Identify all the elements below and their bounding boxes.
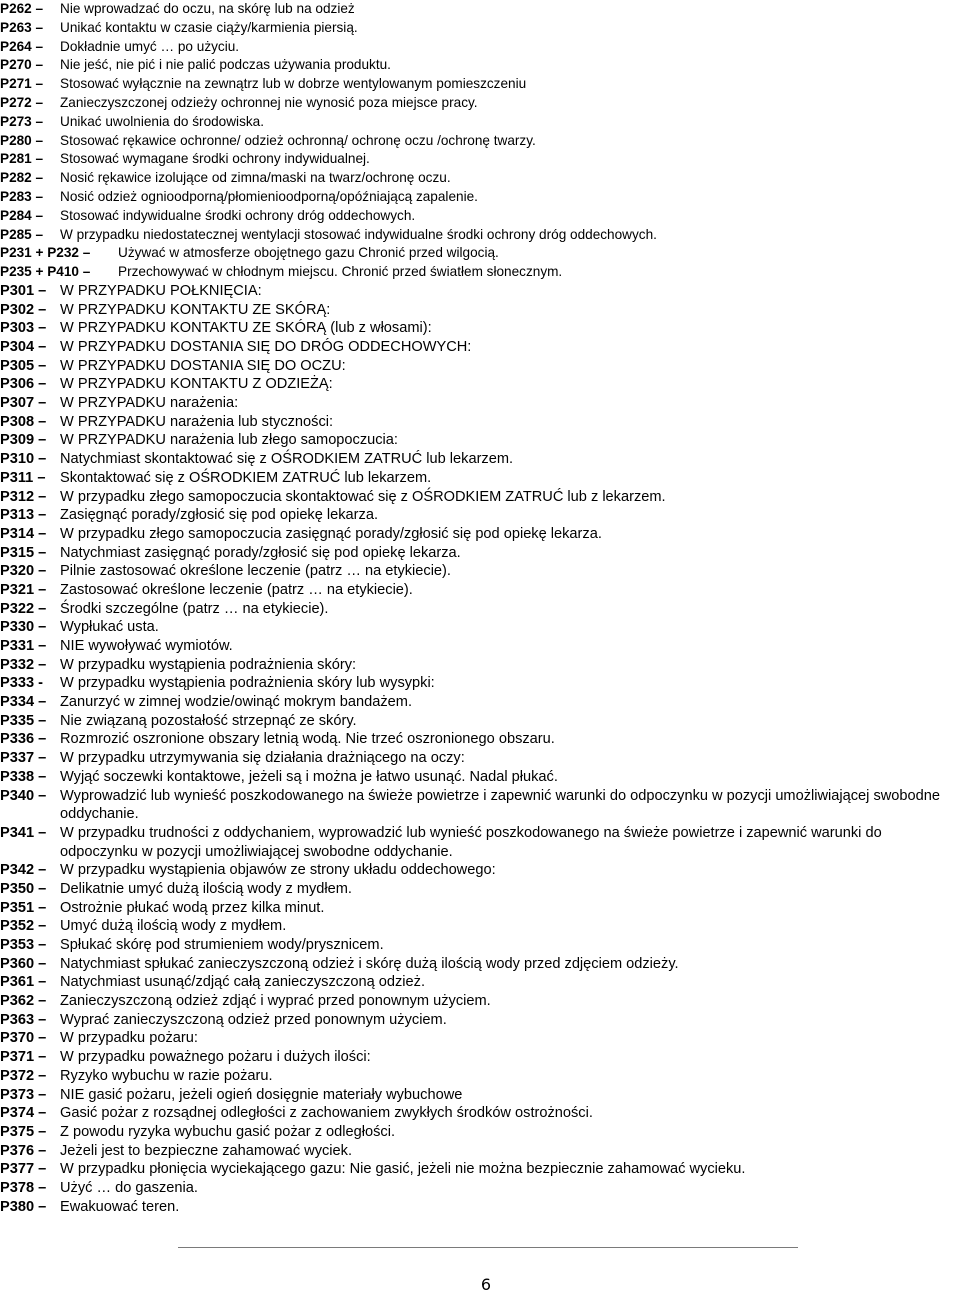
statement-row [0, 19, 960, 38]
statement-code: P332 – [0, 656, 47, 673]
statement-text: Używać w atmosferze obojętnego gazu Chronić przed wilgocią. [118, 245, 499, 261]
statement-code: P372 – [0, 1067, 47, 1084]
statement-text: Natychmiast skontaktować się z OŚRODKIEM ZATRUĆ lub lekarzem. [60, 451, 514, 468]
statement-row [0, 712, 960, 731]
statement-row [0, 674, 960, 693]
statement-code: P374 – [0, 1105, 47, 1122]
statement-row [0, 730, 960, 749]
statement-code: P301 – [0, 282, 47, 299]
statement-code: P335 – [0, 712, 47, 729]
statement-row [0, 1160, 960, 1179]
statement-row [0, 562, 960, 581]
statement-row [0, 207, 960, 226]
statement-text: Zastosować określone leczenie (patrz … na etykiecie). [60, 581, 413, 598]
statement-text: Wyjąć soczewki kontaktowe, jeżeli są i można je łatwo usunąć. Nadal płukać. [60, 768, 558, 785]
statement-code: P375 – [0, 1123, 47, 1140]
statement-text: W przypadku trudności z oddychaniem, wyprowadzić lub wynieść poszkodowanego na świeże powietrze i zapewnić warunki do odpoczynku w pozycji umożliwiającej swobodne oddychanie. [60, 824, 882, 860]
statement-row [0, 693, 960, 712]
statement-row [0, 413, 960, 432]
statement-text: Środki szczególne (patrz … na etykiecie). [60, 600, 329, 617]
statement-text: Ostrożnie płukać wodą przez kilka minut. [60, 899, 325, 916]
statement-row [0, 56, 960, 75]
statement-row [0, 861, 960, 880]
statement-text: Spłukać skórę pod strumieniem wody/prysznicem. [60, 937, 384, 954]
statement-text: Nosić odzież ognioodporną/płomienioodporną/opóźniającą zapalenie. [60, 188, 478, 204]
statement-code: P285 – [0, 226, 44, 242]
statement-row [0, 431, 960, 450]
statement-code: P281 – [0, 151, 44, 167]
statement-code: P363 – [0, 1011, 47, 1028]
statement-text: W przypadku utrzymywania się działania drażniącego na oczy: [60, 750, 465, 767]
statement-code: P378 – [0, 1179, 47, 1196]
statement-text: Stosować wymagane środki ochrony indywidualnej. [60, 151, 370, 167]
statement-code: P331 – [0, 638, 47, 655]
statement-row [0, 1086, 960, 1105]
statement-row [0, 319, 960, 338]
statement-text: Nie jeść, nie pić i nie palić podczas używania produktu. [60, 57, 391, 73]
statement-text: Umyć dużą ilością wody z mydłem. [60, 918, 287, 935]
statement-code: P334 – [0, 694, 47, 711]
statement-row [0, 618, 960, 637]
statement-code: P313 – [0, 507, 47, 524]
statement-code: P342 – [0, 862, 47, 879]
statement-row [0, 1011, 960, 1030]
statement-text: Nie związaną pozostałość strzepnąć ze skóry. [60, 712, 357, 729]
statement-row [0, 768, 960, 787]
statement-code: P380 – [0, 1198, 47, 1215]
statement-code: P351 – [0, 899, 47, 916]
statement-code: P262 – [0, 1, 44, 16]
statement-text: Unikać kontaktu w czasie ciąży/karmienia piersią. [60, 19, 358, 35]
statement-text: Wyprowadzić lub wynieść poszkodowanego na świeże powietrze i zapewnić warunki do odpoczynku w pozycji umożliwiającej swobodne oddychanie. [60, 787, 940, 823]
statement-row [0, 1048, 960, 1067]
statement-code: P337 – [0, 750, 47, 767]
statement-code: P271 – [0, 76, 44, 92]
statement-row [0, 749, 960, 768]
statement-code: P304 – [0, 339, 47, 356]
statement-code: P312 – [0, 488, 47, 505]
statement-text: W przypadku wystąpienia podrażnienia skóry lub wysypki: [60, 675, 435, 692]
statement-code: P315 – [0, 544, 47, 561]
statement-code: P322 – [0, 600, 47, 617]
statement-text: Gasić pożar z rozsądnej odległości z zachowaniem zwykłych środków ostrożności. [60, 1105, 593, 1122]
statement-text: Unikać uwolnienia do środowiska. [60, 113, 265, 129]
statement-row [0, 917, 960, 936]
statement-text: Jeżeli jest to bezpieczne zahamować wyciek. [60, 1142, 353, 1159]
statement-code: P311 – [0, 469, 46, 486]
statement-row [0, 450, 960, 469]
statement-code: P284 – [0, 207, 44, 223]
statement-row [0, 992, 960, 1011]
statement-row [0, 169, 960, 188]
statement-row [0, 132, 960, 151]
statement-text: Natychmiast usunąć/zdjąć całą zanieczyszczoną odzież. [60, 974, 426, 991]
statement-row [0, 973, 960, 992]
statement-text: W PRZYPADKU KONTAKTU ZE SKÓRĄ: [60, 301, 331, 318]
statement-code: P330 – [0, 619, 47, 636]
statement-row [0, 600, 960, 619]
statement-text: W przypadku płonięcia wyciekającego gazu: Nie gasić, jeżeli nie można bezpiecznie zahamować wycieku. [60, 1161, 746, 1178]
statement-code: P263 – [0, 19, 44, 35]
statement-text: W PRZYPADKU DOSTANIA SIĘ DO OCZU: [60, 357, 346, 374]
statement-row [0, 637, 960, 656]
statement-code: P373 – [0, 1086, 47, 1103]
statement-text: Z powodu ryzyka wybuchu gasić pożar z odległości. [60, 1123, 396, 1140]
statement-text: W PRZYPADKU KONTAKTU Z ODZIEŻĄ: [60, 376, 333, 393]
statement-row [0, 787, 960, 824]
statement-code: P370 – [0, 1030, 47, 1047]
statement-code: P362 – [0, 993, 47, 1010]
statement-text: W przypadku wystąpienia podrażnienia skóry: [60, 656, 357, 673]
statement-code: P302 – [0, 301, 47, 318]
statement-text: Stosować wyłącznie na zewnątrz lub w dobrze wentylowanym pomieszczeniu [60, 76, 527, 92]
statement-code: P371 – [0, 1049, 47, 1066]
statement-code: P231 + P232 – [0, 245, 91, 261]
statement-code: P309 – [0, 432, 47, 449]
statement-text: W przypadku złego samopoczucia skontaktować się z OŚRODKIEM ZATRUĆ lub z lekarzem. [60, 488, 666, 505]
statement-text: W przypadku pożaru: [60, 1030, 198, 1047]
statement-row [0, 0, 960, 19]
page-number: 6 [480, 1275, 492, 1294]
statement-code: P350 – [0, 880, 47, 897]
statement-code: P361 – [0, 974, 47, 991]
statement-row [0, 955, 960, 974]
statement-row [0, 226, 960, 245]
statement-text: Zanurzyć w zimnej wodzie/owinąć mokrym bandażem. [60, 694, 412, 711]
statement-row [0, 899, 960, 918]
statement-text: Skontaktować się z OŚRODKIEM ZATRUĆ lub lekarzem. [60, 469, 432, 486]
statement-code: P377 – [0, 1161, 47, 1178]
statement-code: P307 – [0, 395, 47, 412]
statement-text: W PRZYPADKU DOSTANIA SIĘ DO DRÓG ODDECHOWYCH: [60, 339, 472, 356]
statement-code: P306 – [0, 376, 47, 393]
statement-code: P235 + P410 – [0, 264, 91, 280]
statement-code: P305 – [0, 357, 47, 374]
statement-row [0, 301, 960, 320]
statement-code: P353 – [0, 937, 47, 954]
statement-row [0, 506, 960, 525]
statement-row [0, 282, 960, 301]
statement-code: P320 – [0, 563, 47, 580]
statement-code: P283 – [0, 188, 44, 204]
statement-code: P352 – [0, 918, 47, 935]
statement-text: Delikatnie umyć dużą ilością wody z mydłem. [60, 880, 352, 897]
statement-text: W PRZYPADKU narażenia lub złego samopoczucia: [60, 432, 398, 449]
statement-code: P303 – [0, 320, 47, 337]
statement-code: P376 – [0, 1142, 47, 1159]
statement-row [0, 38, 960, 57]
statement-row [0, 1104, 960, 1123]
statement-code: P272 – [0, 94, 44, 110]
statement-text: Natychmiast spłukać zanieczyszczoną odzież i skórę dużą ilością wody przed zdjęciem odzieży. [60, 955, 679, 972]
statement-code: P340 – [0, 787, 47, 804]
statement-row [0, 394, 960, 413]
statement-code: P314 – [0, 525, 47, 542]
statement-code: P341 – [0, 824, 47, 841]
statement-text: NIE wywoływać wymiotów. [60, 638, 233, 655]
statement-row [0, 469, 960, 488]
statement-text: Użyć … do gaszenia. [60, 1179, 198, 1196]
statement-code: P310 – [0, 451, 47, 468]
statement-row [0, 936, 960, 955]
statement-code: P333 - [0, 675, 43, 692]
statement-text: Zanieczyszczonej odzieży ochronnej nie wynosić poza miejsce pracy. [60, 94, 478, 110]
statement-row [0, 75, 960, 94]
statement-text: Stosować indywidualne środki ochrony dróg oddechowych. [60, 207, 416, 223]
statement-row [0, 188, 960, 207]
statement-text: W przypadku niedostatecznej wentylacji stosować indywidualne środki ochrony dróg oddechowych. [60, 226, 657, 242]
statement-row [0, 113, 960, 132]
statement-text: W PRZYPADKU KONTAKTU ZE SKÓRĄ (lub z włosami): [60, 320, 432, 337]
statement-text: Wypłukać usta. [60, 619, 159, 636]
statement-text: Nie wprowadzać do oczu, na skórę lub na odzież [60, 1, 355, 16]
statement-row [0, 150, 960, 169]
statement-text: W PRZYPADKU POŁKNIĘCIA: [60, 282, 262, 299]
statement-text: W PRZYPADKU narażenia: [60, 395, 239, 412]
statement-text: W przypadku poważnego pożaru i dużych ilości: [60, 1049, 371, 1066]
statement-row [0, 1179, 960, 1198]
statement-code: P282 – [0, 170, 44, 186]
statement-code: P308 – [0, 413, 47, 430]
statement-code: P270 – [0, 57, 44, 73]
statement-row [0, 1142, 960, 1161]
statement-row [0, 1123, 960, 1142]
statement-text: NIE gasić pożaru, jeżeli ogień dosięgnie materiały wybuchowe [60, 1086, 463, 1103]
statement-row [0, 880, 960, 899]
statement-text: Dokładnie umyć … po użyciu. [60, 38, 240, 54]
statement-row [0, 525, 960, 544]
statement-row [0, 656, 960, 675]
statement-text: Ryzyko wybuchu w razie pożaru. [60, 1067, 273, 1084]
footer-divider [178, 1247, 798, 1248]
statement-row [0, 357, 960, 376]
statement-code: P336 – [0, 731, 47, 748]
statement-text: W PRZYPADKU narażenia lub styczności: [60, 413, 334, 430]
statement-code: P338 – [0, 768, 47, 785]
statement-row [0, 544, 960, 563]
statement-row [0, 1198, 960, 1217]
statement-text: Rozmrozić oszronione obszary letnią wodą. Nie trzeć oszronionego obszaru. [60, 731, 555, 748]
statement-text: Stosować rękawice ochronne/ odzież ochronną/ ochronę oczu /ochronę twarzy. [60, 132, 536, 148]
statement-text: Pilnie zastosować określone leczenie (patrz … na etykiecie). [60, 563, 451, 580]
statement-row [0, 1067, 960, 1086]
statement-code: P321 – [0, 581, 47, 598]
statement-row [0, 1029, 960, 1048]
statement-code: P264 – [0, 38, 44, 54]
statement-row [0, 488, 960, 507]
statement-row [0, 581, 960, 600]
statement-text: Zasięgnąć porady/zgłosić się pod opiekę lekarza. [60, 507, 378, 524]
statement-row [0, 244, 960, 263]
statement-text: W przypadku wystąpienia objawów ze strony układu oddechowego: [60, 862, 496, 879]
statement-row [0, 824, 960, 861]
statement-text: Ewakuować teren. [60, 1198, 180, 1215]
statement-code: P280 – [0, 132, 44, 148]
statement-text: Nosić rękawice izolujące od zimna/maski na twarz/ochronę oczu. [60, 170, 451, 186]
statement-code: P360 – [0, 955, 47, 972]
statement-code: P273 – [0, 113, 44, 129]
statement-row [0, 263, 960, 282]
statement-row [0, 94, 960, 113]
statement-text: W przypadku złego samopoczucia zasięgnąć porady/zgłosić się pod opiekę lekarza. [60, 525, 602, 542]
statement-text: Wyprać zanieczyszczoną odzież przed ponownym użyciem. [60, 1011, 447, 1028]
statement-text: Zanieczyszczoną odzież zdjąć i wyprać przed ponownym użyciem. [60, 993, 491, 1010]
statement-text: Przechowywać w chłodnym miejscu. Chronić przed światłem słonecznym. [118, 264, 563, 280]
statement-text: Natychmiast zasięgnąć porady/zgłosić się pod opiekę lekarza. [60, 544, 461, 561]
statement-row [0, 375, 960, 394]
statement-row [0, 338, 960, 357]
